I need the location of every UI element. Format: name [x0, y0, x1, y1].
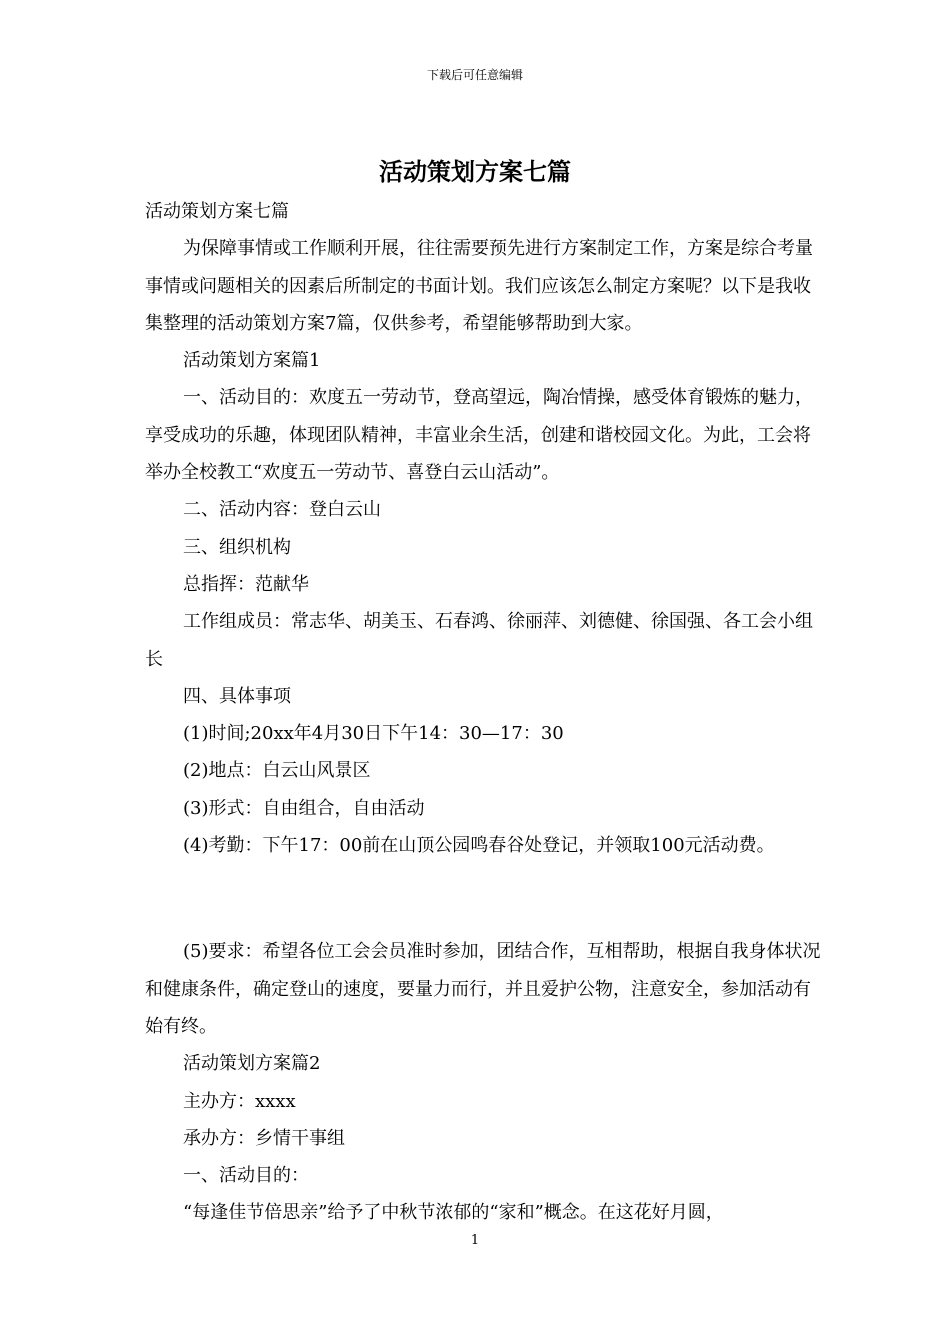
paragraph: 主办方：xxxx	[183, 1090, 296, 1112]
paragraph: 活动策划方案篇2	[183, 1053, 321, 1075]
paragraph: 活动策划方案篇1	[183, 350, 321, 372]
page-number: 1	[470, 1233, 480, 1248]
paragraph: 工作组成员：常志华、胡美玉、石春鸿、徐丽萍、刘德健、徐国强、各工会小组长	[145, 611, 813, 670]
paragraph: (2)地点：白云山风景区	[183, 760, 371, 782]
paragraph: (3)形式：自由组合，自由活动	[183, 797, 425, 819]
paragraph: (1)时间;20xx年4月30日下午14：30—17：30	[183, 723, 564, 745]
paragraph: “每逢佳节倍思亲”给予了中秋节浓郁的“家和”概念。在这花好月圆，	[183, 1202, 724, 1224]
paragraph: 一、活动目的：	[183, 1165, 309, 1187]
paragraph: 为保障事情或工作顺利开展，往往需要预先进行方案制定工作，方案是综合考量事情或问题相关的因素后所制定的书面计划。我们应该怎么制定方案呢？以下是我收集整理的活动策划方案7篇，仅供参考，希望能够帮助到大家。	[145, 238, 813, 334]
paragraph: 一、活动目的：欢度五一劳动节，登高望远，陶冶情操，感受体育锻炼的魅力，享受成功的乐趣，体现团队精神，丰富业余生活，创建和谐校园文化。为此，工会将举办全校教工“欢度五一劳动节、喜登白云山活动”。	[145, 387, 813, 484]
paragraph-spacer	[145, 880, 825, 917]
paragraph: 承办方：乡情干事组	[183, 1127, 345, 1149]
paragraph: (4)考勤：下午17：00前在山顶公园鸣春谷处登记，并领取100元活动费。	[183, 835, 775, 857]
paragraph: 三、组织机构	[183, 536, 291, 558]
page-header: 下载后可任意编辑	[426, 68, 523, 82]
paragraph: (5)要求：希望各位工会会员准时参加，团结合作，互相帮助，根据自我身体状况和健康条件，确定登山的速度，要量力而行，并且爱护公物，注意安全，参加活动有始有终。	[145, 941, 821, 1037]
document-body	[145, 193, 825, 1232]
paragraph: 活动策划方案七篇	[145, 201, 289, 222]
paragraph: 四、具体事项	[183, 685, 291, 707]
document-title: 活动策划方案七篇	[379, 158, 571, 186]
paragraph: 二、活动内容：登白云山	[183, 499, 381, 521]
paragraph: 总指挥：范献华	[183, 573, 309, 595]
